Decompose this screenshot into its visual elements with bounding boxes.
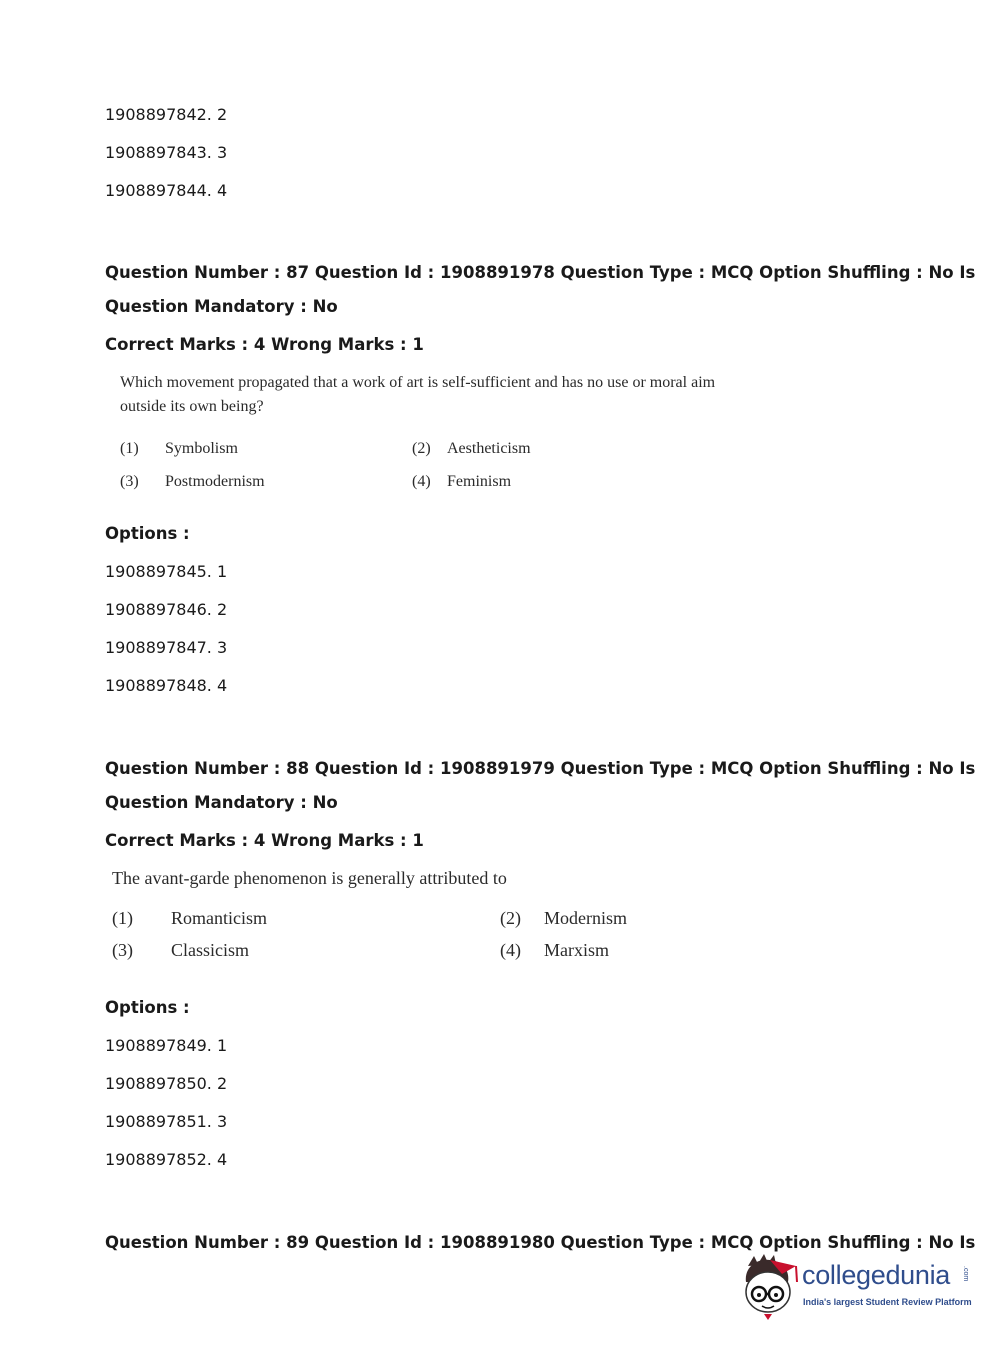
option-line: 1908897844. 4 [105,181,228,200]
option-line: 1908897850. 2 [105,1074,228,1093]
option-line: 1908897852. 4 [105,1150,228,1169]
question-87-marks: Correct Marks : 4 Wrong Marks : 1 [105,335,424,354]
option-line: 1908897842. 2 [105,105,228,124]
choice-number: (1) [112,908,133,928]
choice-number: (2) [500,908,521,928]
question-88-mandatory: Question Mandatory : No [105,793,338,812]
option-line: 1908897851. 3 [105,1112,228,1131]
brand-domain: .com [962,1266,969,1282]
option-line: 1908897847. 3 [105,638,228,657]
choice-label: Aestheticism [447,440,531,457]
option-line: 1908897849. 1 [105,1036,228,1055]
question-87-mandatory: Question Mandatory : No [105,297,338,316]
question-87-header: Question Number : 87 Question Id : 1908891978 Question Type : MCQ Option Shuffling : No Is [105,263,976,282]
choice-label: Symbolism [165,440,238,457]
choice-number: (1) [120,440,139,457]
options-label: Options : [105,524,190,543]
question-89-header: Question Number : 89 Question Id : 1908891980 Question Type : MCQ Option Shuffling : No Is [105,1233,976,1252]
choice-number: (4) [500,940,521,960]
mascot-icon [740,1252,802,1322]
question-text: outside its own being? [120,398,264,415]
brand-name: collegedunia [802,1260,951,1290]
choice-number: (3) [120,473,139,490]
question-88-marks: Correct Marks : 4 Wrong Marks : 1 [105,831,424,850]
option-line: 1908897845. 1 [105,562,228,581]
question-text: Which movement propagated that a work of art is self-sufficient and has no use or moral aim [120,374,716,391]
collegedunia-logo [740,1252,980,1322]
choice-label: Postmodernism [165,473,265,490]
choice-label: Romanticism [171,908,267,928]
option-line: 1908897843. 3 [105,143,228,162]
question-88-header: Question Number : 88 Question Id : 1908891979 Question Type : MCQ Option Shuffling : No Is [105,759,976,778]
choice-label: Marxism [544,940,609,960]
choice-label: Feminism [447,473,512,490]
options-label: Options : [105,998,190,1017]
brand-tagline: India's largest Student Review Platform [803,1297,972,1307]
choice-number: (3) [112,940,133,960]
choice-number: (4) [412,473,431,490]
option-line: 1908897848. 4 [105,676,228,695]
choice-label: Classicism [171,940,250,960]
choice-label: Modernism [544,908,627,928]
option-line: 1908897846. 2 [105,600,228,619]
question-text: The avant-garde phenomenon is generally attributed to [112,868,507,888]
choice-number: (2) [412,440,431,457]
